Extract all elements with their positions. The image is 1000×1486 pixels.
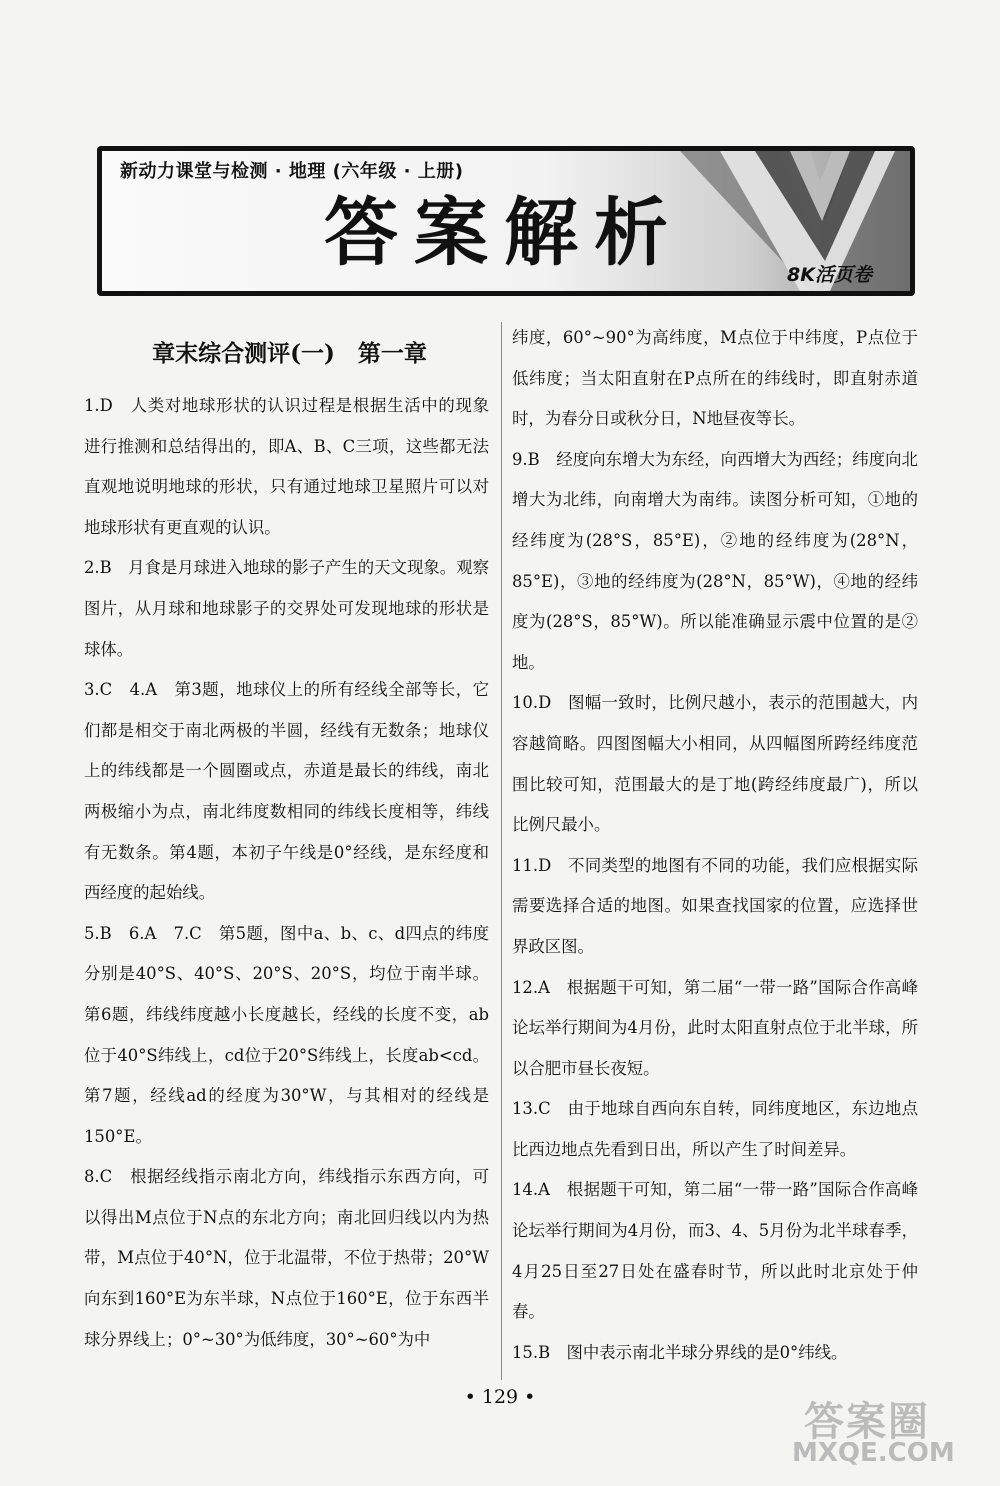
column-divider — [501, 322, 502, 1380]
answer-text: 根据题干可知，第二届“一带一路”国际合作高峰论坛举行期间为4月份，而3、4、5月份为北半球春季，4月25日至27日处在盛春时节，所以此时北京处于仲春。 — [512, 1180, 918, 1322]
book-subtitle: 新动力课堂与检测 · 地理 (六年级 · 上册) — [120, 161, 464, 182]
answer-number: 10.D — [512, 693, 552, 713]
answer-item — [84, 914, 489, 1158]
answer-number: 11.D — [512, 855, 552, 875]
answer-text: 第5题，图中a、b、c、d四点的纬度分别是40°S、40°S、20°S、20°S，均位于南半球。第6题，纬线纬度越小长度越长，经线的长度不变，ab位于40°S纬线上，cd位于20°S纬线上，长度ab<cd。第7题，经线ad的经度为30°W，与其相对的经线是150°E。 — [84, 923, 490, 1146]
page-number: • 129 • — [464, 1386, 536, 1408]
answer-text: 月食是月球进入地球的影子产生的天文现象。观察图片，从月球和地球影子的交界处可发现地球的形状是球体。 — [84, 558, 490, 659]
answer-number: 3.C 4.A — [84, 680, 158, 700]
chevron-logo-icon — [660, 151, 910, 291]
answer-number: 2.B — [84, 558, 112, 578]
answer-text: 第3题，地球仪上的所有经线全部等长，它们都是相交于南北两极的半圆，经线有无数条；地球仪上的纬线都是一个圆圈或点，赤道是最长的纬线，南北两极缩小为点，南北纬度数相同的纬线长度相等，纬线有无数条。第4题，本初子午线是0°经线，是东经度和西经度的起始线。 — [84, 680, 490, 903]
answer-list-right — [512, 318, 918, 1373]
answer-text: 由于地球自西向东自转，同纬度地区，东边地点比西边地点先看到日出，所以产生了时间差异。 — [512, 1099, 919, 1159]
watermark-text: 答案圈 — [804, 1399, 930, 1445]
right-column — [512, 318, 918, 1373]
watermark-url: MXQE.COM — [792, 1438, 955, 1468]
answer-text: 图幅一致时，比例尺越小，表示的范围越大，内容越简略。四图图幅大小相同，从四幅图所跨经纬度范围比较可知，范围最大的是丁地(跨经纬度最广)，所以比例尺最小。 — [512, 693, 918, 835]
answer-text: 图中表示南北半球分界线的是0°纬线。 — [566, 1342, 848, 1362]
answer-list-left — [84, 386, 489, 1360]
answer-item — [512, 1333, 918, 1374]
answer-number: 1.D — [84, 396, 113, 415]
answer-number: 13.C — [512, 1099, 551, 1119]
answer-text: 不同类型的地图有不同的功能，我们应根据实际需要选择合适的地图。如果查找国家的位置，应选择世界政区图。 — [512, 855, 918, 956]
answer-item — [512, 968, 918, 1090]
answer-item — [84, 1157, 489, 1360]
answer-item — [84, 670, 489, 914]
answer-number: 15.B — [512, 1342, 551, 1362]
answer-number: 14.A — [512, 1180, 550, 1200]
answer-item — [512, 846, 918, 968]
page-title: 答案解析 — [324, 190, 684, 276]
answer-text: 经度向东增大为东经，向西增大为西经；纬度向北增大为北纬，向南增大为南纬。读图分析可知，①地的经纬度为(28°S，85°E)，②地的经纬度为(28°N，85°E)，③地的经纬度为(28°N，85°W)，④地的经纬度为(28°S，85°W)。所以能准确显示震中位置的是②地。 — [512, 449, 919, 672]
answer-item — [512, 440, 918, 684]
answer-text: 人类对地球形状的认识过程是根据生活中的现象进行推测和总结得出的，即A、B、C三项，这些都无法直观地说明地球的形状，只有通过地球卫星照片可以对地球形状有更直观的认识。 — [84, 396, 490, 537]
answer-text: 纬度，60°~90°为高纬度，M点位于中纬度，P点位于低纬度；当太阳直射在P点所在的纬线时，即直射赤道时，为春分日或秋分日，N地昼夜等长。 — [512, 328, 918, 429]
answer-number: 5.B 6.A 7.C — [84, 923, 202, 943]
watermark-logo — [778, 1388, 978, 1478]
edition-tag: 8K活页卷 — [787, 264, 872, 286]
header-banner — [97, 146, 915, 296]
answer-item — [512, 318, 918, 440]
left-column — [84, 318, 489, 1360]
answer-text: 根据题干可知，第二届“一带一路”国际合作高峰论坛举行期间为4月份，此时太阳直射点位于北半球，所以合肥市昼长夜短。 — [512, 977, 918, 1078]
answer-number: 12.A — [512, 977, 550, 997]
answer-text: 根据经线指示南北方向，纬线指示东西方向，可以得出M点位于N点的东北方向；南北回归线以内为热带，M点位于40°N，位于北温带，不位于热带；20°W向东到160°E为东半球，N点位于160°E，位于东西半球分界线上；0°~30°为低纬度，30°~60°为中 — [84, 1167, 490, 1349]
answer-item — [84, 386, 489, 548]
answer-number: 8.C — [84, 1167, 113, 1187]
answer-item — [84, 548, 489, 670]
section-title: 章末综合测评(一) 第一章 — [152, 340, 427, 367]
answer-item — [512, 1170, 918, 1332]
answer-number: 9.B — [512, 449, 540, 469]
answer-item — [512, 683, 918, 845]
answer-item — [512, 1089, 918, 1170]
